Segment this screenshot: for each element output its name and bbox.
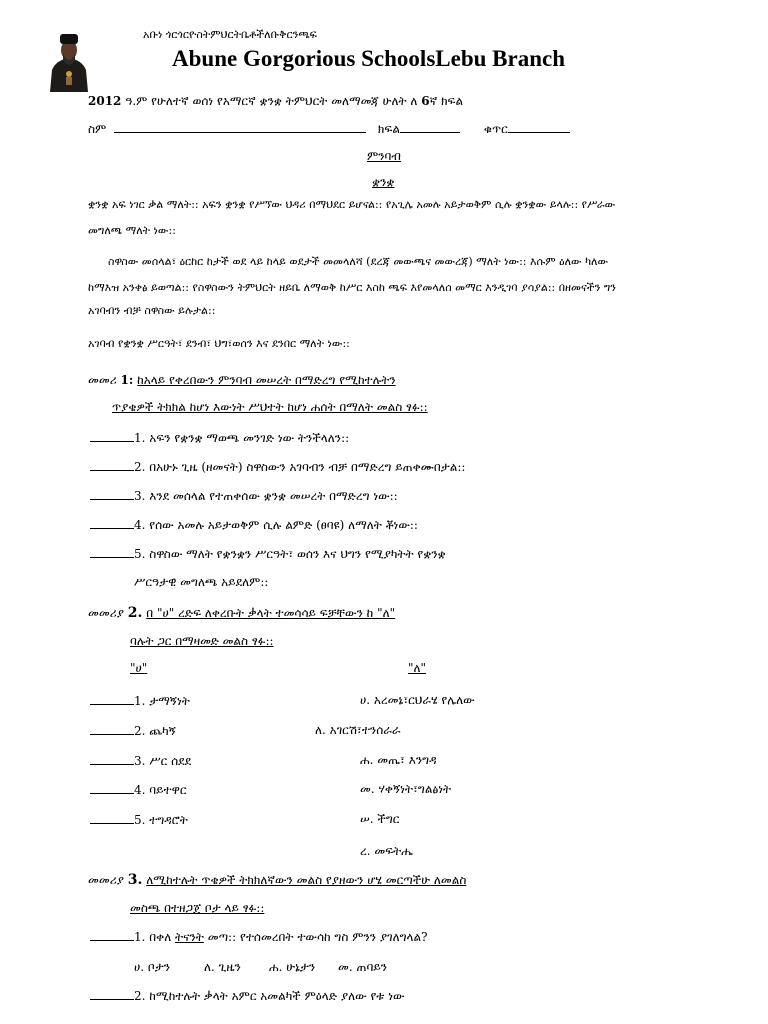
answer-blank[interactable]	[90, 781, 134, 794]
s2-a-item-1: 1. ታማኝነት	[90, 692, 190, 709]
answer-blank[interactable]	[90, 545, 134, 558]
s3-question-2: 2. ከሚከተሉት ቃላት አምር አመልካች ምዕላድ ያለው የቱ ነው	[90, 987, 405, 1004]
section2-instruction-cont: ባሉት ጋር በማዛመድ መልስ ፃፉ::	[130, 634, 274, 648]
column-a-header: "ሀ"	[130, 661, 148, 675]
answer-blank[interactable]	[90, 928, 134, 941]
s2-b-item-1: ሀ. አረመኔ፣ርህራሄ የሌለው	[360, 693, 475, 707]
s2-a-item-2: 2. ጨካኝ	[90, 722, 176, 739]
answer-blank[interactable]	[90, 752, 134, 765]
s2-a-item-4: 4. ባይተዋር	[90, 781, 187, 798]
s1-item-5-cont: ሥርዓታዊ መግለጫ አይደለም::	[134, 575, 269, 589]
s1-item-2: 2. በአሁኑ ጊዜ (ዘመናት) ስዋስውን አገባብን ብቻ በማድረግ ይጠቀሙበታል::	[90, 458, 465, 475]
s2-b-item-6: ረ. መፍትሔ	[360, 844, 413, 858]
s2-a-item-3: 3. ሥር ሰደደ	[90, 752, 191, 769]
answer-blank[interactable]	[90, 458, 134, 471]
s2-b-item-4: መ. ሃቀኝነት፣ግልፅነት	[360, 782, 452, 796]
s2-a-item-5: 5. ተግዳሮት	[90, 811, 188, 828]
s1-item-1: 1. አፍን የቋንቋ ማወጫ መንገድ ነው ትንችላለን::	[90, 429, 349, 446]
s3-q1-option-d: መ. ጠባይን	[338, 960, 387, 974]
school-title: Abune Gorgorious SchoolsLebu Branch	[172, 46, 565, 71]
exam-title: 2012 ዓ.ም የሁለተኛ ወሰነ የአማርኛ ቋንቋ ትምህርት መለማመጃ ሁለት ለ 6ኛ ክፍል	[88, 94, 464, 108]
s2-b-item-3: ሐ. መጤ፣ እንግዳ	[360, 753, 437, 767]
section1-instruction-cont: ጥያቄዎች ትክክል ከሆነ እውነት ሥህተት ከሆነ ሐሰት በማለት መልስ ፃፉ::	[112, 400, 428, 414]
s3-question-1: 1. በቀለ ትናንት መጣ:: የተሰመረበት ተውሳከ ግስ ምንን ያገለግላል?	[90, 928, 428, 945]
s2-b-item-2: ለ. አገርሽ፣ተንሰራራ	[315, 723, 401, 737]
s1-item-4: 4. የሰው አመሉ አይታወቅም ሲሉ ልምድ (ፀባዩ) ለማለት ቾነው::	[90, 516, 418, 533]
passage-subheading: ቋንቋ	[372, 175, 395, 189]
section3-instruction-cont: መስጫ በተዘጋጀ ቦታ ላይ ፃፉ::	[130, 901, 265, 915]
answer-blank[interactable]	[90, 516, 134, 529]
section2-instruction: መመሪያ 2. በ "ሀ" ረድፍ ለቀረቡት ቃላት ተመሳሳይ ፍቻቸውን ከ "ለ"	[88, 605, 396, 621]
s3-q1-option-b: ለ. ጊዜን	[204, 960, 241, 974]
passage-p3: አገባብ የቋንቋ ሥርዓት፣ ደንብ፣ ህግ፣ወሰን እና ደንበር ማለት ነው::	[88, 337, 350, 350]
name-field[interactable]	[114, 120, 366, 133]
founder-photo	[46, 30, 92, 92]
s1-item-5: 5. ስዋስው ማለት የቋንቋን ሥርዓት፣ ወሰን እና ህግን የሚያካትት የቋንቋ	[90, 545, 446, 562]
answer-blank[interactable]	[90, 811, 134, 824]
answer-blank[interactable]	[90, 722, 134, 735]
passage-p2-line2: ከማእዝ አንቀፅ ይወጣል:: የስዋስውን ትምህርት ዘይቤ ለማወቅ ከሥር እስከ ጫፍ እየመላለሰ መማር እንዲገባ ያሳያል:: በዘመናችን ግን	[88, 281, 616, 294]
answer-blank[interactable]	[90, 987, 134, 1000]
answer-blank[interactable]	[90, 487, 134, 500]
column-b-header: "ለ"	[408, 661, 427, 675]
s1-item-3: 3. እንደ መሰላል የተጠቀሰው ቋንቋ መሠረት በማድረግ ነው::	[90, 487, 398, 504]
passage-p1-line1: ቋንቋ አፍ ነገር ቃል ማለት:: አፍን ቋንቋ የሥኘው ህዳሪ በማህደር ይሆናል:: የአጊሌ አመሉ አይታወቅም ሲሉ ቋንቋው ይላሉ:: የሥራው	[88, 198, 616, 211]
s3-q1-option-c: ሐ. ሁኔታን	[269, 960, 316, 974]
section3-instruction: መመሪያ 3. ለሚከተሉት ጥቄዎች ትክክለኛውን መልስ የያዘውን ሆሄ መርጣችሁ ለመልስ	[88, 872, 467, 888]
answer-blank[interactable]	[90, 429, 134, 442]
class-field[interactable]	[400, 120, 460, 133]
school-amharic-name: አቡነ ጎርጎርዮስትምህርትቤቶችለቡቅርንጫፍ	[143, 28, 317, 41]
section1-instruction: መመሪ 1: ከአላይ የቀረበውን ምንባብ መሠረት በማድረግ የሚከተሉትን	[88, 373, 396, 387]
passage-p2-line1: ስዋስው መሰላል፣ ዕርከር ከታች ወደ ላይ ከላይ ወደታች መመላለሻ (ደረጃ መውጫና መውረጃ) ማለት ነው:: እሱም ዕለው ካለው	[108, 255, 609, 268]
answer-blank[interactable]	[90, 692, 134, 705]
passage-p2-line3: አገባብን ብቻ ስዋስው ይሉታል::	[88, 304, 216, 317]
passage-p1-line2: መግለጫ ማለት ነው::	[88, 224, 176, 237]
s2-b-item-5: ሠ. ችግር	[360, 812, 400, 826]
name-row: ስም ክፍል ቁጥር	[88, 120, 570, 137]
passage-heading: ምንባብ	[367, 149, 401, 163]
number-field[interactable]	[508, 120, 570, 133]
s3-q1-option-a: ሀ. ቦታን	[134, 960, 171, 974]
